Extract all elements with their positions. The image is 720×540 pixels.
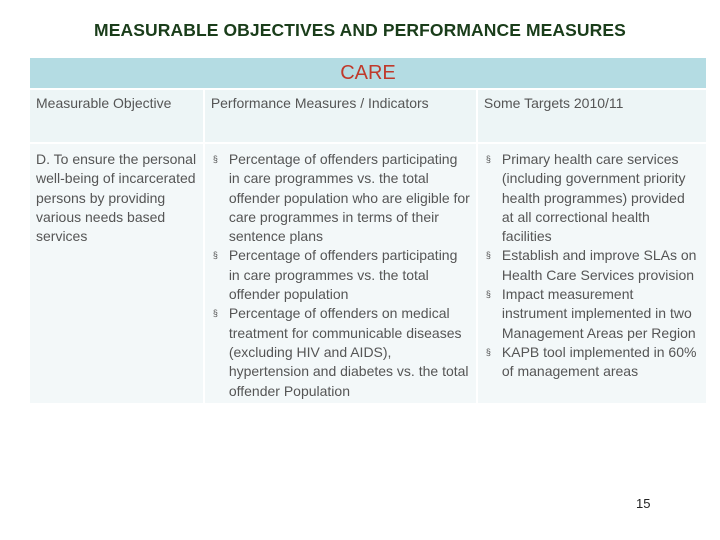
bullet-icon: § xyxy=(485,250,491,261)
list-item xyxy=(484,343,700,382)
list-item xyxy=(484,285,700,343)
performance-measure-text: Percentage of offenders on medical treatment for communicable diseases (excluding HIV and AIDS), hypertension and diabetes vs. the total offender Population xyxy=(228,305,469,399)
performance-measure-text: Percentage of offenders participating in care programmes vs. the total offender population xyxy=(228,247,458,303)
target-text: Establish and improve SLAs on Health Care Services provision xyxy=(501,247,697,283)
list-item xyxy=(211,304,470,400)
list-item xyxy=(211,150,470,246)
section-label-care: CARE xyxy=(30,58,706,88)
bullet-icon: § xyxy=(485,346,491,357)
performance-measure-text: Percentage of offenders participating in care programmes vs. the total offender population who are eligible for care programmes in terms of their sentence plans xyxy=(228,151,470,245)
bullet-icon: § xyxy=(212,250,218,261)
target-text: Impact measurement instrument implemented in two Management Areas per Region xyxy=(501,286,696,341)
bullet-icon: § xyxy=(212,154,218,164)
page-number: 15 xyxy=(636,496,651,511)
bullet-icon: § xyxy=(485,289,491,300)
bullet-icon: § xyxy=(212,308,218,319)
bullet-icon: § xyxy=(485,154,491,164)
targets-cell xyxy=(478,144,706,403)
list-item xyxy=(484,246,700,285)
performance-measures-cell xyxy=(205,144,476,403)
list-item xyxy=(211,246,470,304)
header-measurable-objective: Measurable Objective xyxy=(30,90,203,142)
list-item xyxy=(484,150,700,246)
target-text: Primary health care services (including government priority health programmes) provided at all correctional health facilities xyxy=(501,151,686,245)
target-text: KAPB tool implemented in 60% of management areas xyxy=(501,343,697,380)
section-header-row xyxy=(30,58,706,88)
table-row xyxy=(30,144,706,403)
objectives-table xyxy=(28,56,708,405)
slide-title: MEASURABLE OBJECTIVES AND PERFORMANCE MEASURES xyxy=(94,20,626,40)
objective-cell: D. To ensure the personal well-being of incarcerated persons by providing various needs based services xyxy=(30,144,203,403)
column-header-row xyxy=(30,90,706,142)
header-performance-measures: Performance Measures / Indicators xyxy=(205,90,476,142)
performance-measures-list xyxy=(211,150,470,401)
targets-list xyxy=(484,150,700,382)
header-targets: Some Targets 2010/11 xyxy=(478,90,706,142)
